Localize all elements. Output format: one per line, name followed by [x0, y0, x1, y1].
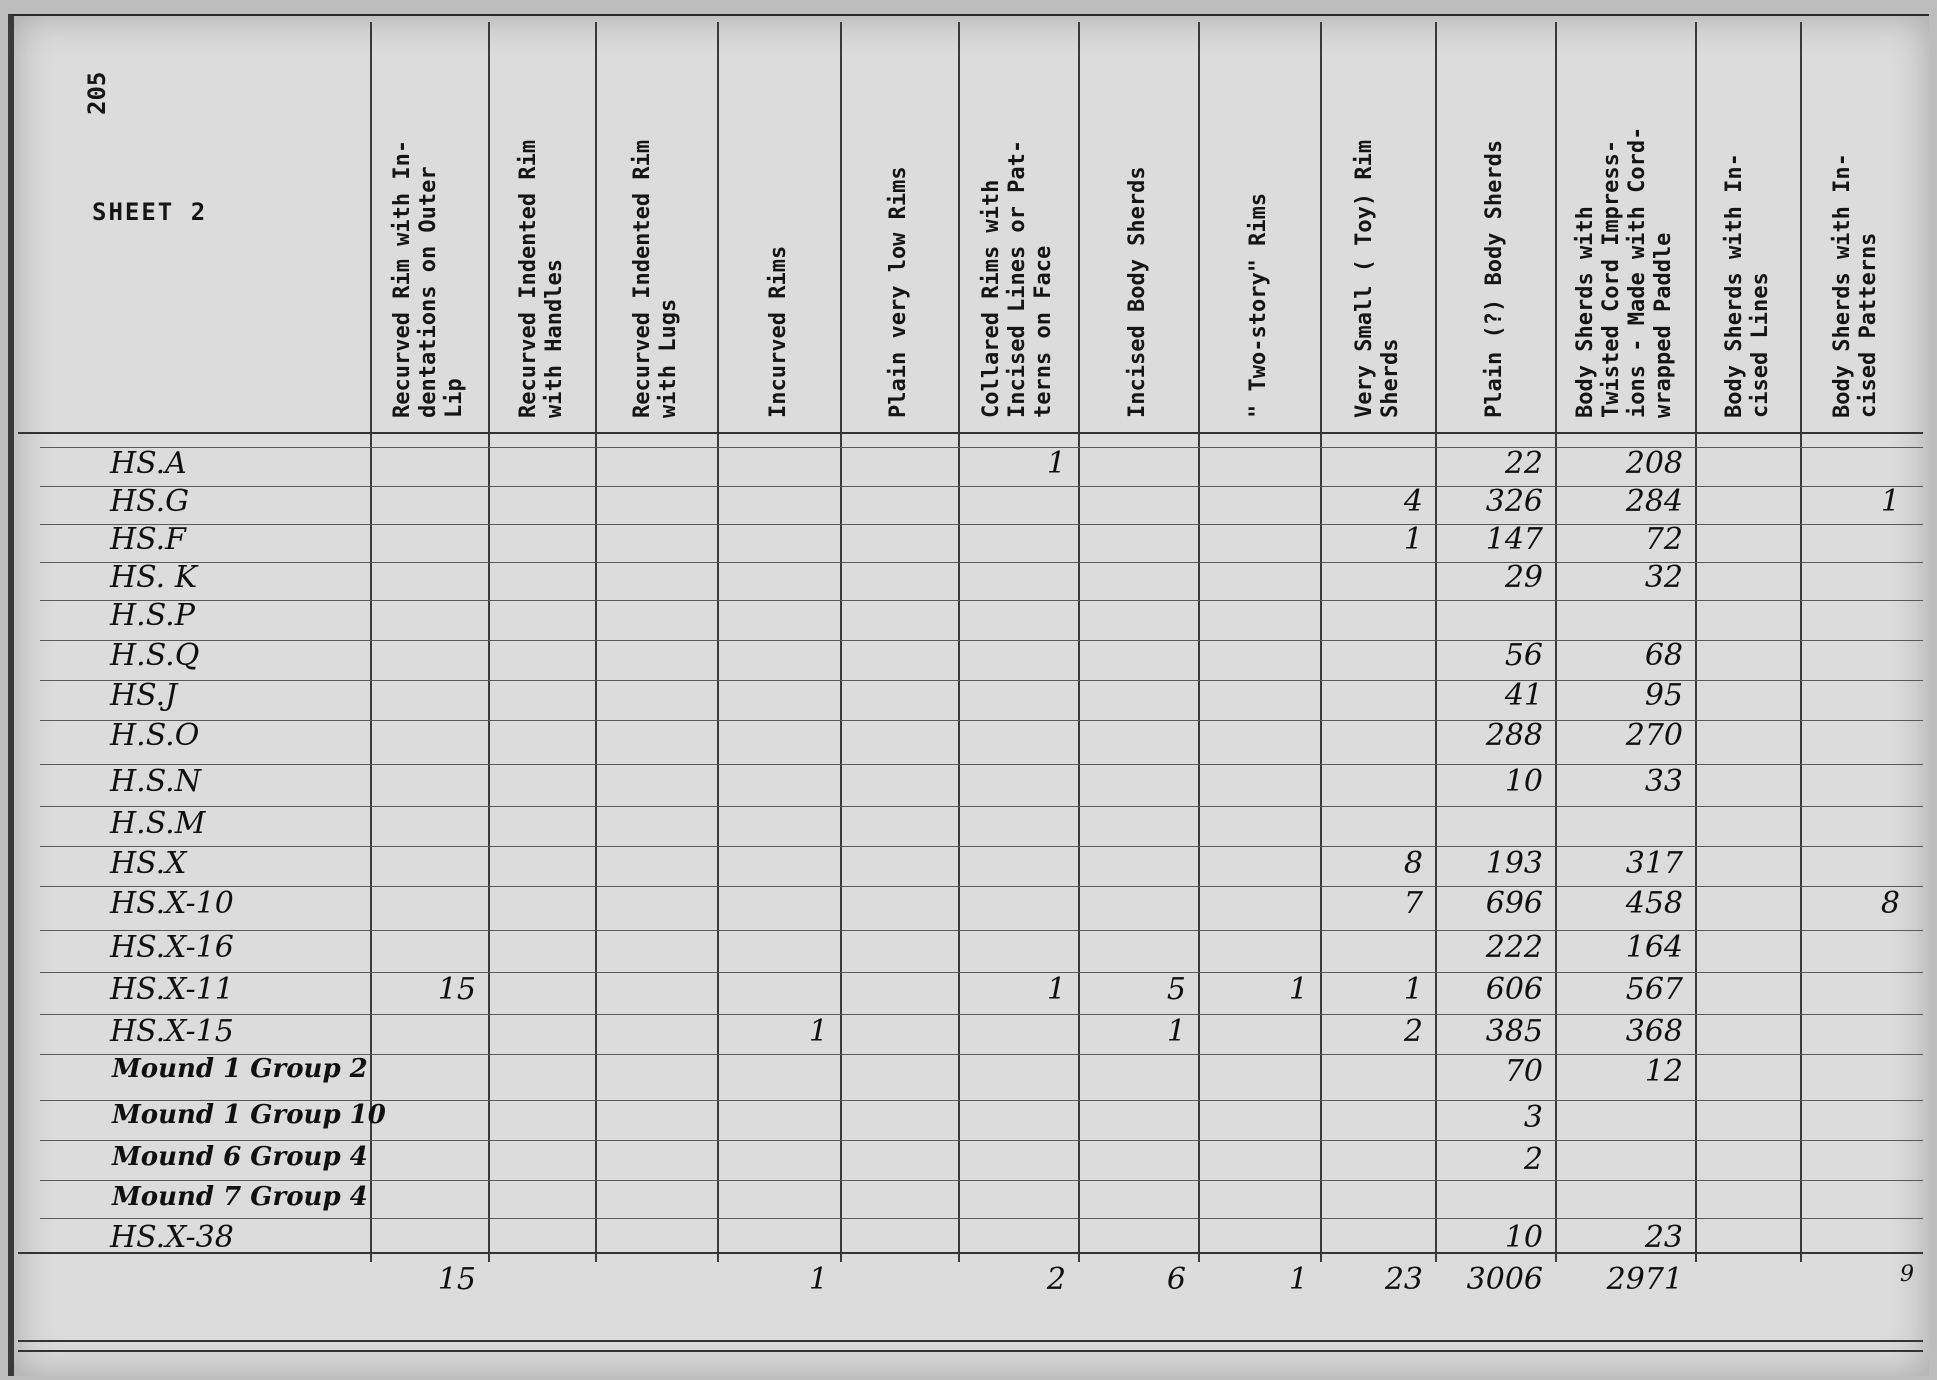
- total-value: 6: [1166, 1262, 1186, 1297]
- row-label: Mound 6 Group 4: [112, 1142, 368, 1172]
- cell-value: 1: [1166, 1014, 1186, 1049]
- total-value: 3006: [1466, 1262, 1543, 1297]
- cell-value: 32: [1644, 560, 1683, 595]
- row-label: Mound 1 Group 2: [112, 1054, 368, 1084]
- cell-value: 164: [1625, 930, 1683, 965]
- column-header: [1800, 22, 1912, 432]
- column-header: [370, 22, 488, 432]
- cell-value: 270: [1625, 718, 1683, 753]
- column-header-text: Incised Body Sherds: [1125, 166, 1150, 418]
- cell-value: 193: [1485, 846, 1543, 881]
- cell-value: 1: [1403, 522, 1423, 557]
- cell-value: 1: [808, 1014, 828, 1049]
- column-header: [1435, 22, 1555, 432]
- column-header: [1695, 22, 1800, 432]
- cell-value: 326: [1485, 484, 1543, 519]
- cell-value: 23: [1644, 1220, 1683, 1255]
- row-label: H.S.O: [110, 718, 200, 753]
- column-header-text: " Two-story" Rims: [1246, 192, 1271, 418]
- row-rule: [40, 600, 1923, 601]
- header-divider: [18, 432, 1923, 434]
- column-header-text: Body Sherds with In- cised Patterns: [1830, 153, 1881, 418]
- cell-value: 8: [1403, 846, 1423, 881]
- cell-value: 15: [437, 972, 476, 1007]
- cell-value: 567: [1625, 972, 1683, 1007]
- row-label: HS.X-15: [110, 1014, 234, 1049]
- cell-value: 10: [1504, 1220, 1543, 1255]
- total-value: 2: [1046, 1262, 1066, 1297]
- total-value: 2971: [1606, 1262, 1683, 1297]
- cell-value: 147: [1485, 522, 1543, 557]
- cell-value: 2: [1523, 1142, 1543, 1177]
- cell-value: 41: [1504, 678, 1543, 713]
- column-header: [1198, 22, 1320, 432]
- column-header: [1320, 22, 1435, 432]
- stray-mark: 9: [1900, 1262, 1914, 1287]
- cell-value: 29: [1504, 560, 1543, 595]
- total-value: 1: [808, 1262, 828, 1297]
- cell-value: 284: [1625, 484, 1683, 519]
- cell-value: 1: [1288, 972, 1308, 1007]
- column-header: [840, 22, 958, 432]
- column-header-text: Plain (?) Body Sherds: [1482, 139, 1507, 418]
- cell-value: 606: [1485, 972, 1543, 1007]
- row-label: HS.G: [110, 484, 190, 519]
- column-header: [488, 22, 595, 432]
- cell-value: 10: [1504, 764, 1543, 799]
- row-label: HS.X-11: [110, 972, 234, 1007]
- cell-value: 317: [1625, 846, 1683, 881]
- column-header-text: Body Sherds with In- cised Lines: [1721, 153, 1773, 418]
- row-label: HS.X-16: [110, 930, 234, 965]
- row-rule: [40, 806, 1923, 807]
- cell-value: 33: [1644, 764, 1683, 799]
- row-label: HS.A: [110, 446, 187, 481]
- sheet-bottom-edge: [18, 1350, 1923, 1352]
- cell-value: 22: [1504, 446, 1543, 481]
- row-rule: [40, 1180, 1923, 1181]
- row-label: HS.J: [110, 678, 178, 713]
- total-value: 23: [1384, 1262, 1423, 1297]
- cell-value: 222: [1485, 930, 1543, 965]
- total-value: 15: [437, 1262, 476, 1297]
- column-header: [958, 22, 1078, 432]
- cell-value: 95: [1644, 678, 1683, 713]
- cell-value: 288: [1485, 718, 1543, 753]
- cell-value: 3: [1523, 1100, 1543, 1135]
- cell-value: 7: [1403, 886, 1423, 921]
- row-label: HS.X-10: [110, 886, 234, 921]
- row-label: HS. K: [110, 560, 198, 595]
- column-header-text: Recurved Indented Rim with Handles: [515, 139, 567, 418]
- row-label: H.S.M: [110, 806, 206, 841]
- column-header-text: Collared Rims with Incised Lines or Pat- terns on Face: [979, 139, 1056, 418]
- sheet-bottom-edge: [18, 1340, 1923, 1342]
- sheet-label: SHEET 2: [92, 198, 208, 226]
- page-number: 205: [83, 71, 111, 115]
- cell-value: 208: [1625, 446, 1683, 481]
- cell-value: 458: [1625, 886, 1683, 921]
- row-rule: [40, 1218, 1923, 1219]
- row-rule: [40, 1140, 1923, 1141]
- cell-value: 70: [1504, 1054, 1543, 1089]
- row-label: HS.X: [110, 846, 187, 881]
- column-header-text: Plain very low Rims: [886, 166, 911, 418]
- column-header-text: Recurved Rim with In- dentations on Outer Lip: [390, 139, 467, 418]
- cell-value: 368: [1625, 1014, 1683, 1049]
- cell-value: 1: [1046, 446, 1066, 481]
- cell-value: 1: [1046, 972, 1066, 1007]
- cell-value: 56: [1504, 638, 1543, 673]
- column-header: [1555, 22, 1695, 432]
- row-label: HS.F: [110, 522, 186, 557]
- cell-value: 12: [1644, 1054, 1683, 1089]
- cell-value: 5: [1166, 972, 1186, 1007]
- column-header-text: Incurved Rims: [765, 245, 791, 418]
- column-header-text: Recurved Indented Rim with Lugs: [630, 139, 681, 418]
- row-label: H.S.N: [110, 764, 201, 799]
- row-label: Mound 7 Group 4: [112, 1182, 368, 1212]
- column-header: [717, 22, 840, 432]
- cell-value: 1: [1403, 972, 1423, 1007]
- row-label: H.S.P: [110, 598, 195, 633]
- row-label: Mound 1 Group 10: [112, 1100, 386, 1130]
- column-header: [595, 22, 717, 432]
- row-label: H.S.Q: [110, 638, 200, 673]
- cell-value: 1: [1880, 484, 1900, 519]
- column-header-text: Very Small ( Toy) Rim Sherds: [1351, 139, 1403, 418]
- row-label: HS.X-38: [110, 1220, 234, 1255]
- cell-value: 8: [1880, 886, 1900, 921]
- cell-value: 72: [1644, 522, 1683, 557]
- cell-value: 2: [1403, 1014, 1423, 1049]
- cell-value: 385: [1485, 1014, 1543, 1049]
- total-value: 1: [1288, 1262, 1308, 1297]
- cell-value: 4: [1403, 484, 1423, 519]
- column-header: [1078, 22, 1198, 432]
- cell-value: 696: [1485, 886, 1543, 921]
- cell-value: 68: [1644, 638, 1683, 673]
- column-header-text: Body Sherds with Twisted Cord Impress- ions - Made with Cord- wrapped Paddle: [1573, 126, 1676, 418]
